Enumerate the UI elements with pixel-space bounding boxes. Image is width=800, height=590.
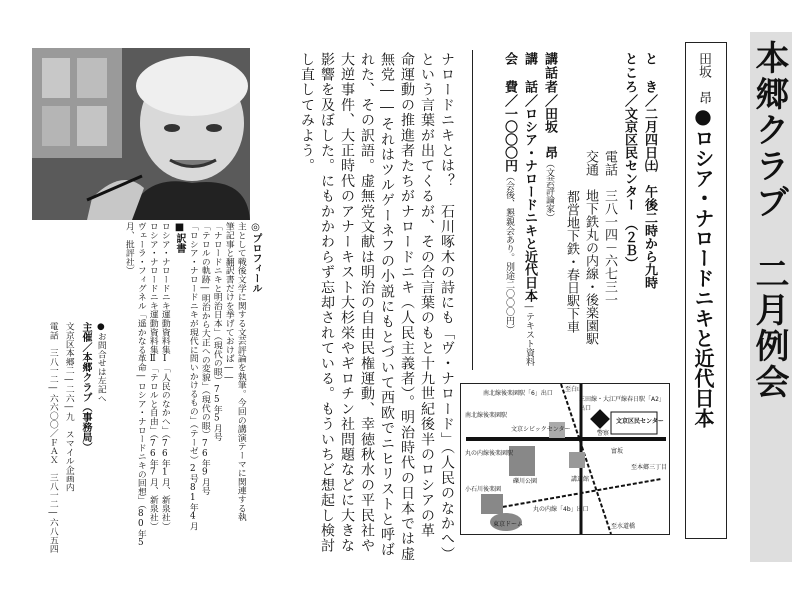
profile-line: 「ロシア・ナロードニキが現代に問いかけるもの」（テーゼ）2号81年4月 xyxy=(187,222,198,531)
subtitle xyxy=(693,52,713,428)
essay-line-3: 命運動の推進者たちがナロードニキ（人民主義者）。明治時代の日本では虚 xyxy=(399,52,415,562)
map-label: 文京区民センター xyxy=(616,418,664,425)
essay-line-4: 無党――それはツルゲーネフの小説にもとづいて西欧でニヒリストと呼ば xyxy=(379,52,395,558)
contact-org: 主催／本郷クラブ（事務局） xyxy=(80,322,91,452)
profile-line: 主として戦後文学に関する文芸評論を執筆。今回の講演テーマに関連する執 xyxy=(235,222,246,522)
map-label: 東京ドーム xyxy=(493,521,524,528)
essay-line-2: という言葉が出てくるが、その合言葉のもと十九世紀後半のロシアの革 xyxy=(419,52,435,539)
map-label: 小石川後楽園 xyxy=(465,486,502,493)
map-label: 至白山 xyxy=(565,386,584,393)
essay-line-7: 影響を及ぼした。にもかかわらず忘却されている。もういちど想起し検討 xyxy=(319,52,335,554)
translation-line: ロシア・ナロードニキ運動資料集Ⅰ「人民のなかへ」（76年1月、新泉社） xyxy=(159,222,170,531)
profile-heading: ◎プロフィール xyxy=(250,222,261,293)
profile-line: 「テロルの軌跡―明治から大正への変貌」（現代の眼）76年9月号 xyxy=(199,222,210,496)
bullet-marker: ● xyxy=(691,104,715,128)
page-title: 本郷クラブ 二月例会 xyxy=(749,40,789,400)
map-label: 富坂 xyxy=(611,448,624,455)
translations-heading: ■訳書 xyxy=(174,222,185,253)
fee-line: 会 費／一〇〇〇円（会後、懇親会あり。別途二〇〇〇円） xyxy=(502,52,517,334)
speaker-photo-illustration xyxy=(32,48,250,220)
map-label: 講道館 xyxy=(571,476,590,483)
lecturer-line: 講話者／田坂 昂（文芸評論家） xyxy=(542,52,557,222)
map-label: 至本郷三丁目 xyxy=(631,464,668,471)
talk-line: 講 話／ロシア・ナロードニキと近代日本―テキスト資料 xyxy=(522,52,537,366)
contact-phone: 電話 三八一二―六六〇〇／ＦＡＸ 三八一二―六八五四 xyxy=(47,322,58,554)
access-map xyxy=(460,383,670,535)
speaker-photo xyxy=(32,48,250,220)
place-line: ところ／文京区民センター （２Ｂ） xyxy=(622,52,637,270)
map-label: 丸の内線後楽園駅 xyxy=(465,450,514,457)
map-label: 文京シビックセンター xyxy=(511,426,571,433)
date-line: と き／二月四日㈯ 午後二時から九時 xyxy=(642,52,657,289)
translation-line: ロシア・ナロードニキ運動資料集Ⅱ「テロルと自由」（76年7月、新泉社） xyxy=(147,222,158,531)
map-label: 南北線後楽園駅 xyxy=(465,412,508,419)
contact-heading: ●お問合せは左記へ xyxy=(95,322,106,403)
access-line-2: 都営地下鉄・春日駅下車 xyxy=(564,190,579,333)
map-label: 警察 xyxy=(597,430,610,437)
profile-line: 筆記事と翻訳書だけを挙げておけば―― xyxy=(223,222,234,383)
essay-line-8: し直してみよう。 xyxy=(299,52,315,174)
lecture-subject: ロシア・ナロードニキと近代日本 xyxy=(691,128,715,428)
map-label: 丸の内線「4b」出口 xyxy=(533,506,589,513)
map-label: 礫川公園 xyxy=(513,478,538,485)
profile-line: 「ナロードニキと明治日本」（現代の眼）75年5月号 xyxy=(211,222,222,442)
speaker-tag: 田坂 昂 xyxy=(696,52,711,104)
essay-line-6: 大逆事件、大正時代のアナーキスト大杉栄やギロチン社問題などに大きな xyxy=(339,52,355,554)
contact-address: 文京区本郷二―二六―九 スマイル企画内 xyxy=(63,322,74,492)
essay-line-1: ナロードニキとは？ 石川啄木の詩にも「ヴ・ナロード」（人民のなかへ） xyxy=(439,52,455,562)
map-label: 南北線後楽園駅「6」出口 xyxy=(483,390,553,397)
map-label: 至水道橋 xyxy=(611,523,636,530)
map-label: 三田線・大江戸線春日駅「A2」出口 xyxy=(579,396,665,412)
column-divider xyxy=(472,50,473,370)
translation-line: ヴェーラ・フィグネル「遥かなる革命―ロシア・ナロードニキの回想」（80年5 xyxy=(135,222,146,548)
essay-line-5: れた、その訳語。虚無党文献は明治の自由民権運動、幸徳秋水の平民社や xyxy=(359,52,375,554)
access-line-1: 交通 地下鉄丸の内線・後楽園駅 xyxy=(583,150,598,345)
phone-line: 電話 三八一四－六七三一 xyxy=(602,150,617,306)
translation-line: 月、批評社） xyxy=(123,222,134,275)
